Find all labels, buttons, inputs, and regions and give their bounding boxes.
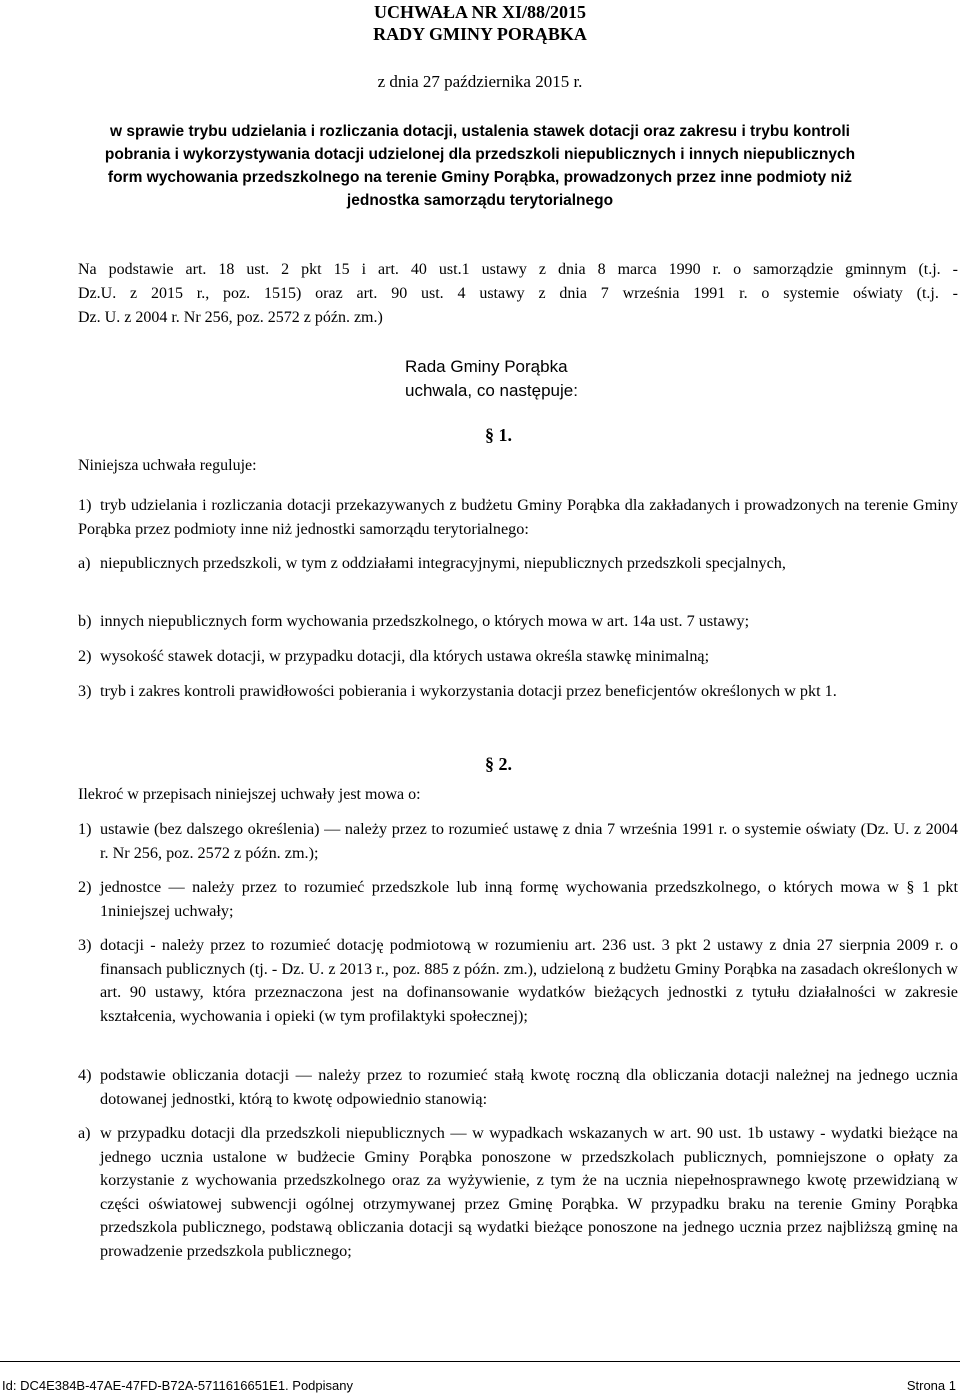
- section2-item-2: [78, 876, 958, 923]
- section2-item-3: [78, 934, 958, 1028]
- section1-item-2: [78, 645, 958, 669]
- section1-number: § 1.: [485, 425, 512, 445]
- item-text: w przypadku dotacji dla przedszkoli niepublicznych — w wypadkach wskazanych w art. 90 ust. 1b ustawy - wydatki bieżące na jednego ucznia ustalone w budżecie Gminy Porąbka ponoszone w przedszkolach publicznych, pomniejszone o opłaty za korzystanie z wychowania przedszkolnego oraz za wyżywienie, z tym że na ucznia niepełnosprawnego kwotę przewidzianą w części oświatowej subwencji ogólnej otrzymywanej przez Gminę Porąbka. W przypadku braku na terenie Gminy Porąbka przedszkola publicznego, podstawą obliczania dotacji są wydatki bieżące ponoszone na jednego ucznia przez najbliższą gminę na prowadzenie przedszkola publicznego;: [100, 1124, 958, 1260]
- document-title-line2: RADY GMINY PORĄBKA: [373, 24, 587, 44]
- section1-item-1: [78, 494, 958, 541]
- section2-number: § 2.: [485, 754, 512, 774]
- item-text: jednostce — należy przez to rozumieć przedszkole lub inną formę wychowania przedszkolnego, o których mowa w § 1 pkt 1niniejszej uchwały;: [100, 878, 958, 920]
- section1-item-3: [78, 680, 958, 704]
- footer-id: Id: DC4E384B-47AE-47FD-B72A-5711616651E1. Podpisany: [2, 1378, 353, 1393]
- item-text: innych niepublicznych form wychowania przedszkolnego, o których mowa w art. 14a ust. 7 ustawy;: [100, 612, 750, 630]
- item-text: niepublicznych przedszkoli, w tym z oddziałami integracyjnymi, niepublicznych przedszkoli specjalnych,: [100, 554, 786, 572]
- subject-line3: form wychowania przedszkolnego na terenie Gminy Porąbka, prowadzonych przez inne podmioty niż: [107, 169, 853, 186]
- section2-item-1: [78, 818, 958, 865]
- footer-divider: [0, 1361, 960, 1362]
- item-label: a): [78, 1124, 91, 1142]
- section1-item-1b: [78, 610, 958, 634]
- item-text: dotacji - należy przez to rozumieć dotację podmiotową w rozumieniu art. 236 ust. 3 pkt 2 ustawy z dnia 27 sierpnia 2009 r. o finansach publicznych (tj. - Dz. U. z 2013 r., poz. 885 z późn. zm.), udzieloną z budżetu Gminy Porąbka na zasadach określonych w art. 90 ustawy, która przeznaczona jest na dofinansowanie wydatków bieżących jednostki z tytułu działalności w zakresie kształcenia, wychowania i opieki (w tym profilaktyki społecznej);: [100, 936, 958, 1025]
- item-text: podstawie obliczania dotacji — należy przez to rozumieć stałą kwotę roczną dla obliczania dotacji należnej na jednego ucznia dotowanej jednostki, którą to kwotę odpowiednio stanowią:: [100, 1066, 958, 1108]
- document-title-line1: UCHWAŁA NR XI/88/2015: [373, 2, 587, 22]
- footer-page-number: Strona 1: [906, 1378, 956, 1393]
- item-label: 3): [78, 682, 92, 700]
- subject-line2: pobrania i wykorzystywania dotacji udzielonej dla przedszkoli niepublicznych i innych niepublicznych: [104, 146, 856, 163]
- item-label: a): [78, 554, 91, 572]
- legal-basis-line2: Dz.U. z 2015 r., poz. 1515) oraz art. 90 ust. 4 ustawy z dnia 7 września 1991 r. o systemie oświaty (t.j. -: [78, 285, 958, 302]
- legal-basis-line1: Na podstawie art. 18 ust. 2 pkt 15 i art. 40 ust.1 ustawy z dnia 8 marca 1990 r. o samorządzie gminnym (t.j. -: [78, 261, 958, 278]
- item-label: 4): [78, 1066, 92, 1084]
- subject-line4: jednostka samorządu terytorialnego: [346, 192, 614, 209]
- section1-intro: Niniejsza uchwała reguluje:: [78, 457, 257, 474]
- item-label: 1): [78, 496, 92, 514]
- item-text: wysokość stawek dotacji, w przypadku dotacji, dla których ustawa określa stawkę minimalną;: [100, 647, 710, 665]
- item-text: tryb udzielania i rozliczania dotacji przekazywanych z budżetu Gminy Porąbka dla zakładanych i prowadzonych na terenie Gminy Porąbka przez podmioty inne niż jednostki samorządu terytorialnego:: [78, 496, 958, 538]
- legal-basis-line3: Dz. U. z 2004 r. Nr 256, poz. 2572 z późn. zm.): [78, 309, 383, 326]
- document-date: z dnia 27 października 2015 r.: [377, 72, 583, 91]
- item-label: 3): [78, 936, 92, 954]
- subject-line1: w sprawie trybu udzielania i rozliczania dotacji, ustalenia stawek dotacji oraz zakresu i trybu kontroli: [110, 123, 850, 140]
- item-label: 2): [78, 878, 92, 896]
- resolution-line2: uchwala, co następuje:: [405, 381, 578, 400]
- section2-intro: Ilekroć w przepisach niniejszej uchwały jest mowa o:: [78, 786, 421, 803]
- section2-item-4a: [78, 1122, 958, 1263]
- item-label: 1): [78, 820, 92, 838]
- resolution-line1: Rada Gminy Porąbka: [405, 357, 568, 376]
- section1-item-1a: [78, 552, 958, 576]
- item-text: tryb i zakres kontroli prawidłowości pobierania i wykorzystania dotacji przez beneficjentów określonych w pkt 1.: [100, 682, 837, 700]
- section2-item-4: [78, 1064, 958, 1111]
- item-text: ustawie (bez dalszego określenia) — należy przez to rozumieć ustawę z dnia 7 września 1991 r. o systemie oświaty (Dz. U. z 2004 r. Nr 256, poz. 2572 z późn. zm.);: [100, 820, 958, 862]
- item-label: b): [78, 612, 92, 630]
- item-label: 2): [78, 647, 92, 665]
